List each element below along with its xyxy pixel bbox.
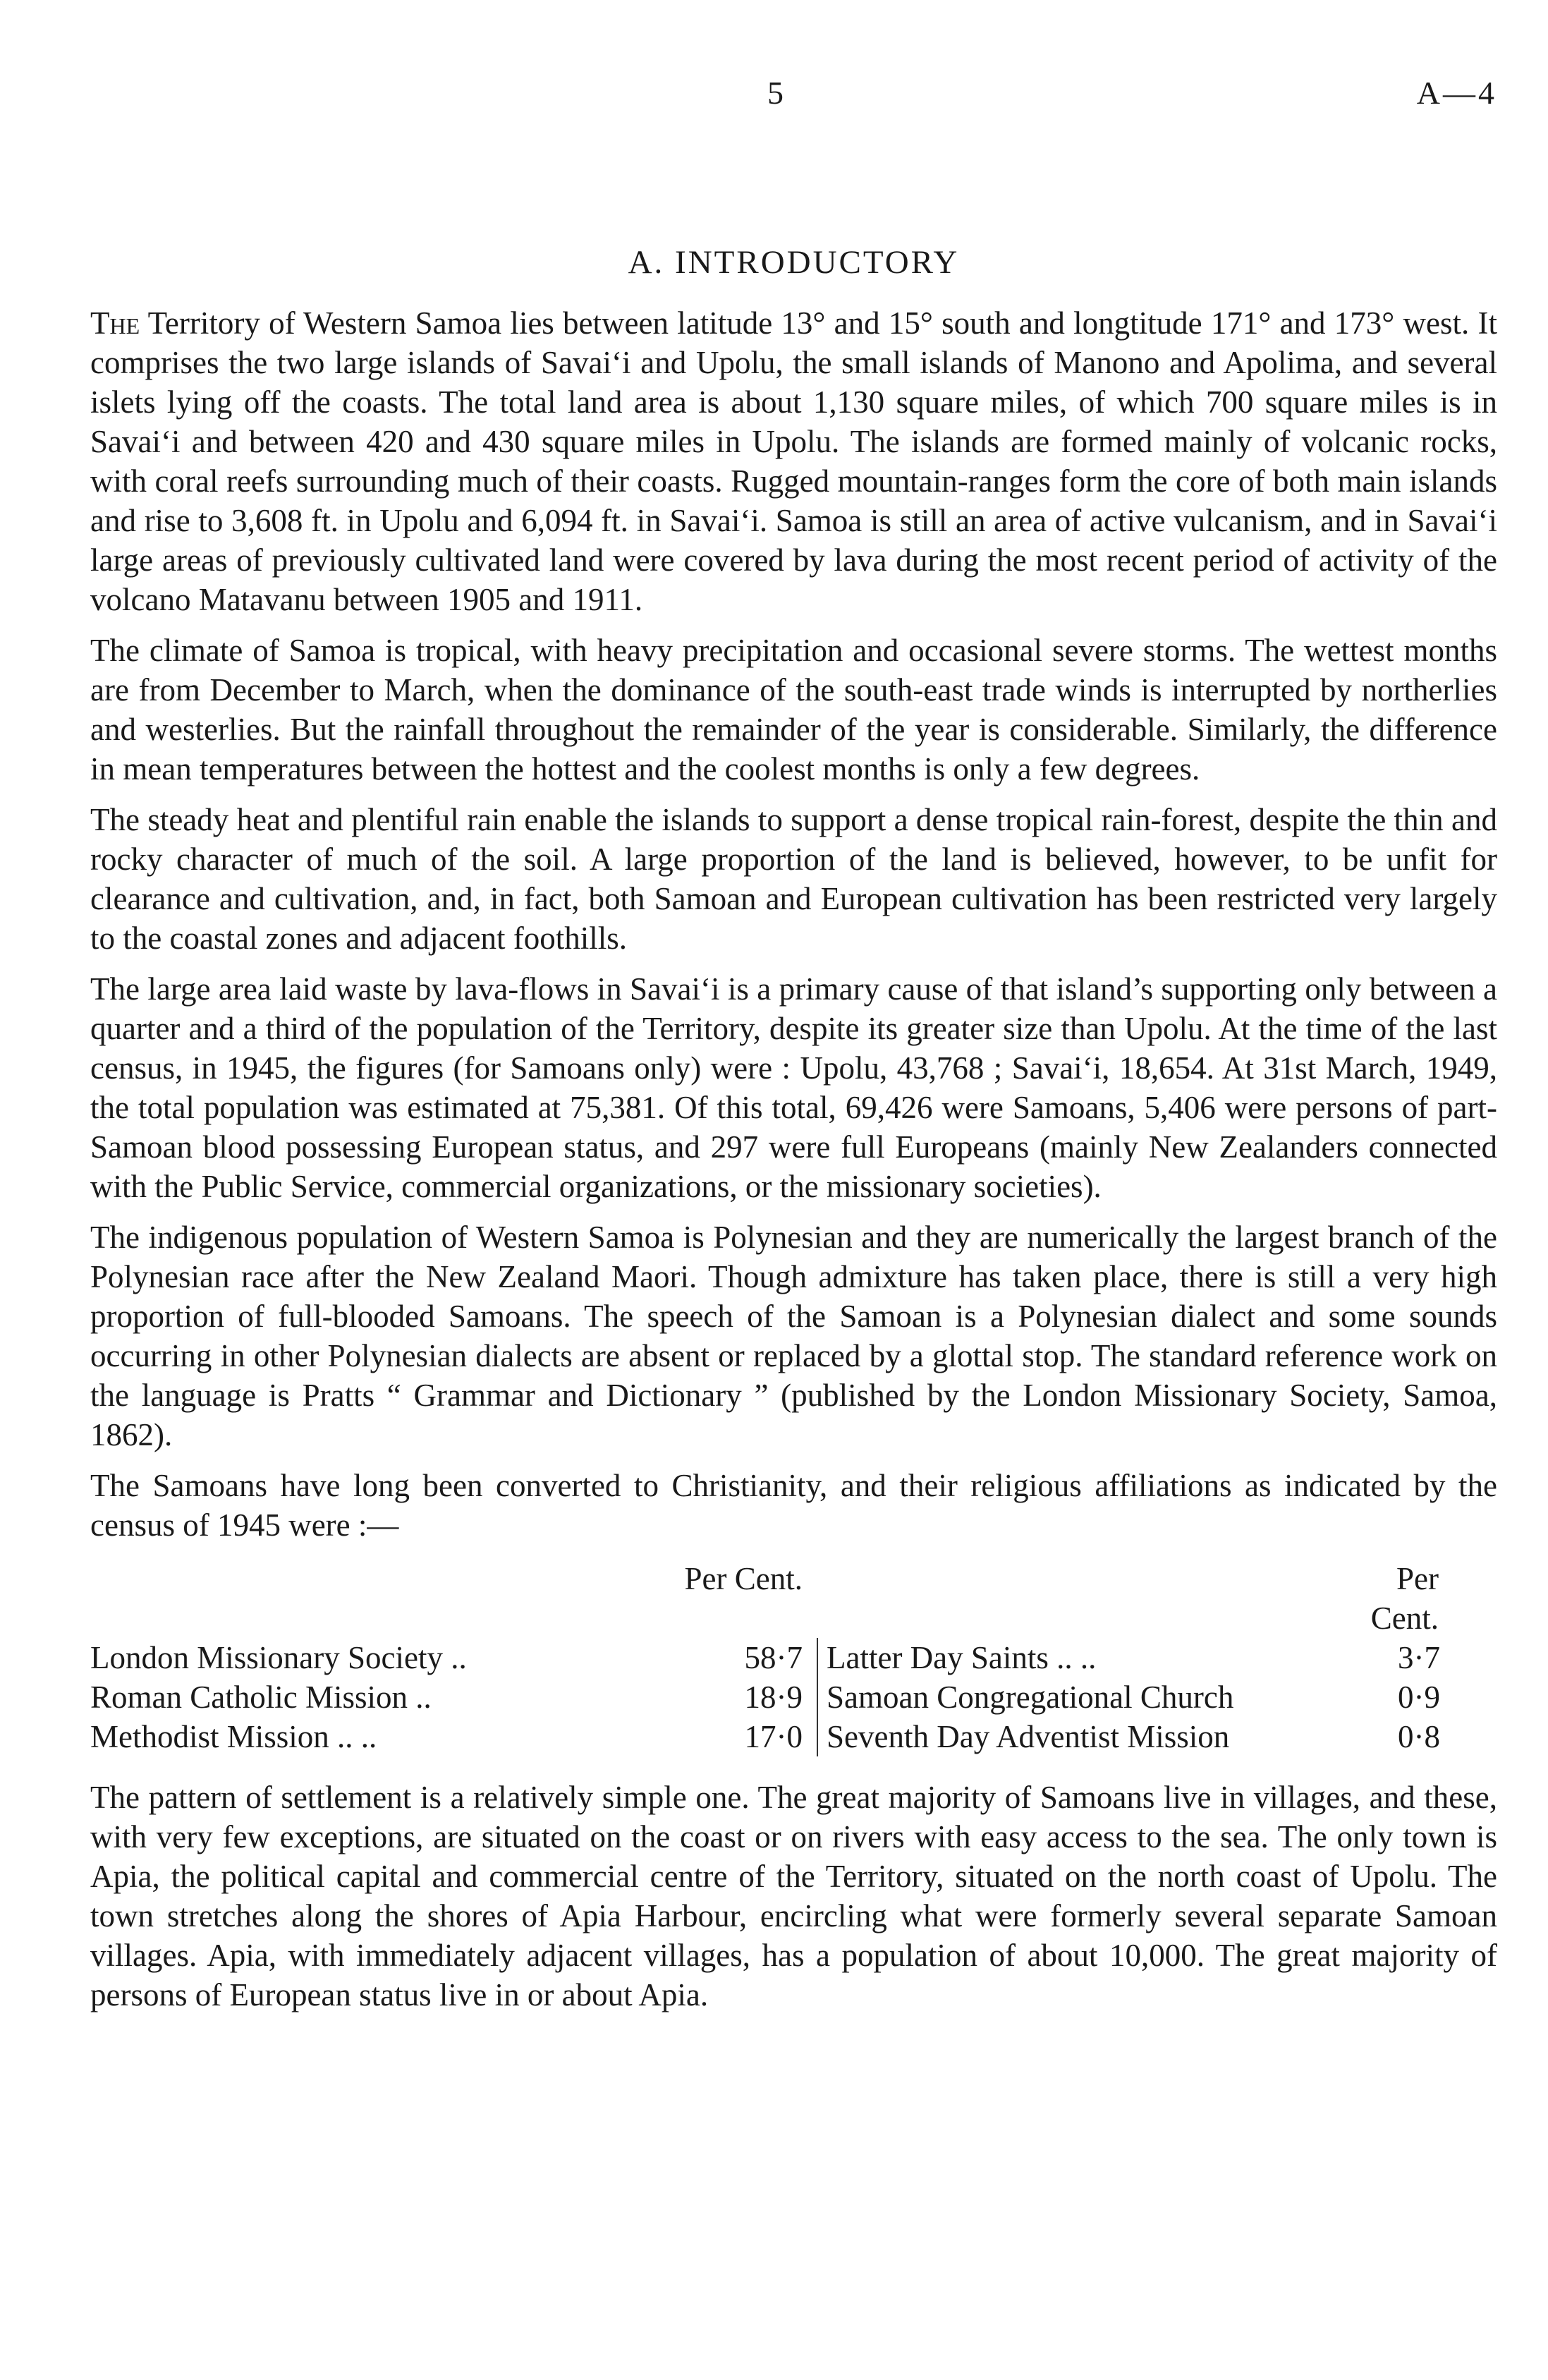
religion-percent: 17·0 — [744, 1719, 803, 1754]
religion-name: London Missionary Society — [90, 1640, 443, 1675]
leader-dots: .. .. — [1056, 1640, 1097, 1675]
page-header — [90, 74, 1497, 116]
table-row — [90, 1677, 1473, 1717]
religion-percent: 18·9 — [744, 1680, 803, 1715]
religion-name: Latter Day Saints — [827, 1640, 1049, 1675]
paragraph-7: The pattern of settlement is a relatively simple one. The great majority of Samoans live in villages, and these, with very few exceptions, are situated on the coast or on rivers with easy access to the sea. The only town is Apia, the political capital and commercial centre of the Territory, situated on the north coast of Upolu. The town stretches along the shores of Apia Harbour, encircling what were formerly several separate Samoan villages. Apia, with immediately adjacent villages, has a population of about 10,000. The great majority of persons of European status live in or about Apia. — [90, 1780, 1497, 2012]
religion-percent: 0·8 — [1398, 1719, 1440, 1754]
paragraph-1-text: Territory of Western Samoa lies between latitude 13° and 15° south and longtitude 171° and 173° west. It comprises the two large islands of Savai‘i and Upolu, the small islands of Manono and Apolima, and several islets lying off the coasts. The total land area is about 1,130 square miles, of which 700 square miles is in Savai‘i and between 420 and 430 square miles in Upolu. The islands are formed mainly of volcanic rocks, with coral reefs surrounding much of their coasts. Rugged mountain-ranges form the core of both main islands and rise to 3,608 ft. in Upolu and 6,094 ft. in Savai‘i. Samoa is still an area of active vulcanism, and in Savai‘i large areas of previously cultivated land were covered by lava during the most recent period of activity of the volcano Matavanu between 1905 and 1911. — [90, 305, 1497, 617]
paragraph-1 — [90, 303, 1497, 619]
religion-percent: 0·9 — [1398, 1680, 1440, 1715]
paragraph-1-lead: The — [90, 305, 140, 341]
table-row — [90, 1638, 1473, 1677]
religion-name: Methodist Mission — [90, 1719, 329, 1754]
table-row — [90, 1717, 1473, 1756]
leader-dots: .. .. — [337, 1719, 377, 1754]
religion-name: Samoan Congregational Church — [827, 1680, 1234, 1715]
paragraph-4: The large area laid waste by lava-flows in Savai‘i is a primary cause of that island’s supporting only between a quarter and a third of the population of the Territory, despite its greater size than Upolu. At the time of the last census, in 1945, the figures (for Samoans only) were : Upolu, 43,768 ; Savai‘i, 18,654. At 31st March, 1949, the total population was estimated at 75,381. Of this total, 69,426 were Samoans, 5,406 were persons of part-Samoan blood possessing European status, and 297 were full Europeans (mainly New Zealanders connected with the Public Service, commercial organizations, or the missionary societies). — [90, 971, 1497, 1204]
leader-dots: .. — [451, 1640, 467, 1675]
body-text — [90, 303, 1497, 2026]
section-title: A. INTRODUCTORY — [628, 244, 960, 281]
paragraph-5: The indigenous population of Western Samoa is Polynesian and they are numerically the largest branch of the Polynesian race after the New Zealand Maori. Though admixture has taken place, there is still a very high proportion of full-blooded Samoans. The speech of the Samoan is a Polynesian dialect and some sounds occurring in other Polynesian dialects are absent or replaced by a glottal stop. The standard reference work on the language is Pratts “ Grammar and Dictionary ” (published by the London Missionary Society, Samoa, 1862). — [90, 1220, 1497, 1452]
religion-name: Seventh Day Adventist Mission — [827, 1719, 1230, 1754]
table-header-right: Per Cent. — [1370, 1561, 1439, 1636]
paragraph-2: The climate of Samoa is tropical, with heavy precipitation and occasional severe storms. The wettest months are from December to March, when the dominance of the south-east trade winds is interrupted by northerlies and westerlies. But the rainfall throughout the remainder of the year is considerable. Similarly, the difference in mean temperatures between the hottest and the coolest months is only a few degrees. — [90, 633, 1497, 787]
table-header-left: Per Cent. — [684, 1561, 803, 1596]
page-number: 5 — [767, 75, 784, 111]
table-header-row — [90, 1559, 1473, 1638]
religion-percent: 58·7 — [744, 1640, 803, 1675]
religion-table — [90, 1559, 1473, 1756]
paragraph-6: The Samoans have long been converted to Christianity, and their religious affiliations as indicated by the census of 1945 were :— — [90, 1468, 1497, 1543]
document-code: A—4 — [1416, 75, 1497, 111]
paragraph-3: The steady heat and plentiful rain enable the islands to support a dense tropical rain-forest, despite the thin and rocky character of much of the soil. A large proportion of the land is believed, however, to be unfit for clearance and cultivation, and, in fact, both Samoan and European cultivation has been restricted very largely to the coastal zones and adjacent foothills. — [90, 802, 1497, 956]
leader-dots: .. — [415, 1680, 432, 1715]
religion-percent: 3·7 — [1398, 1640, 1440, 1675]
religion-name: Roman Catholic Mission — [90, 1680, 408, 1715]
